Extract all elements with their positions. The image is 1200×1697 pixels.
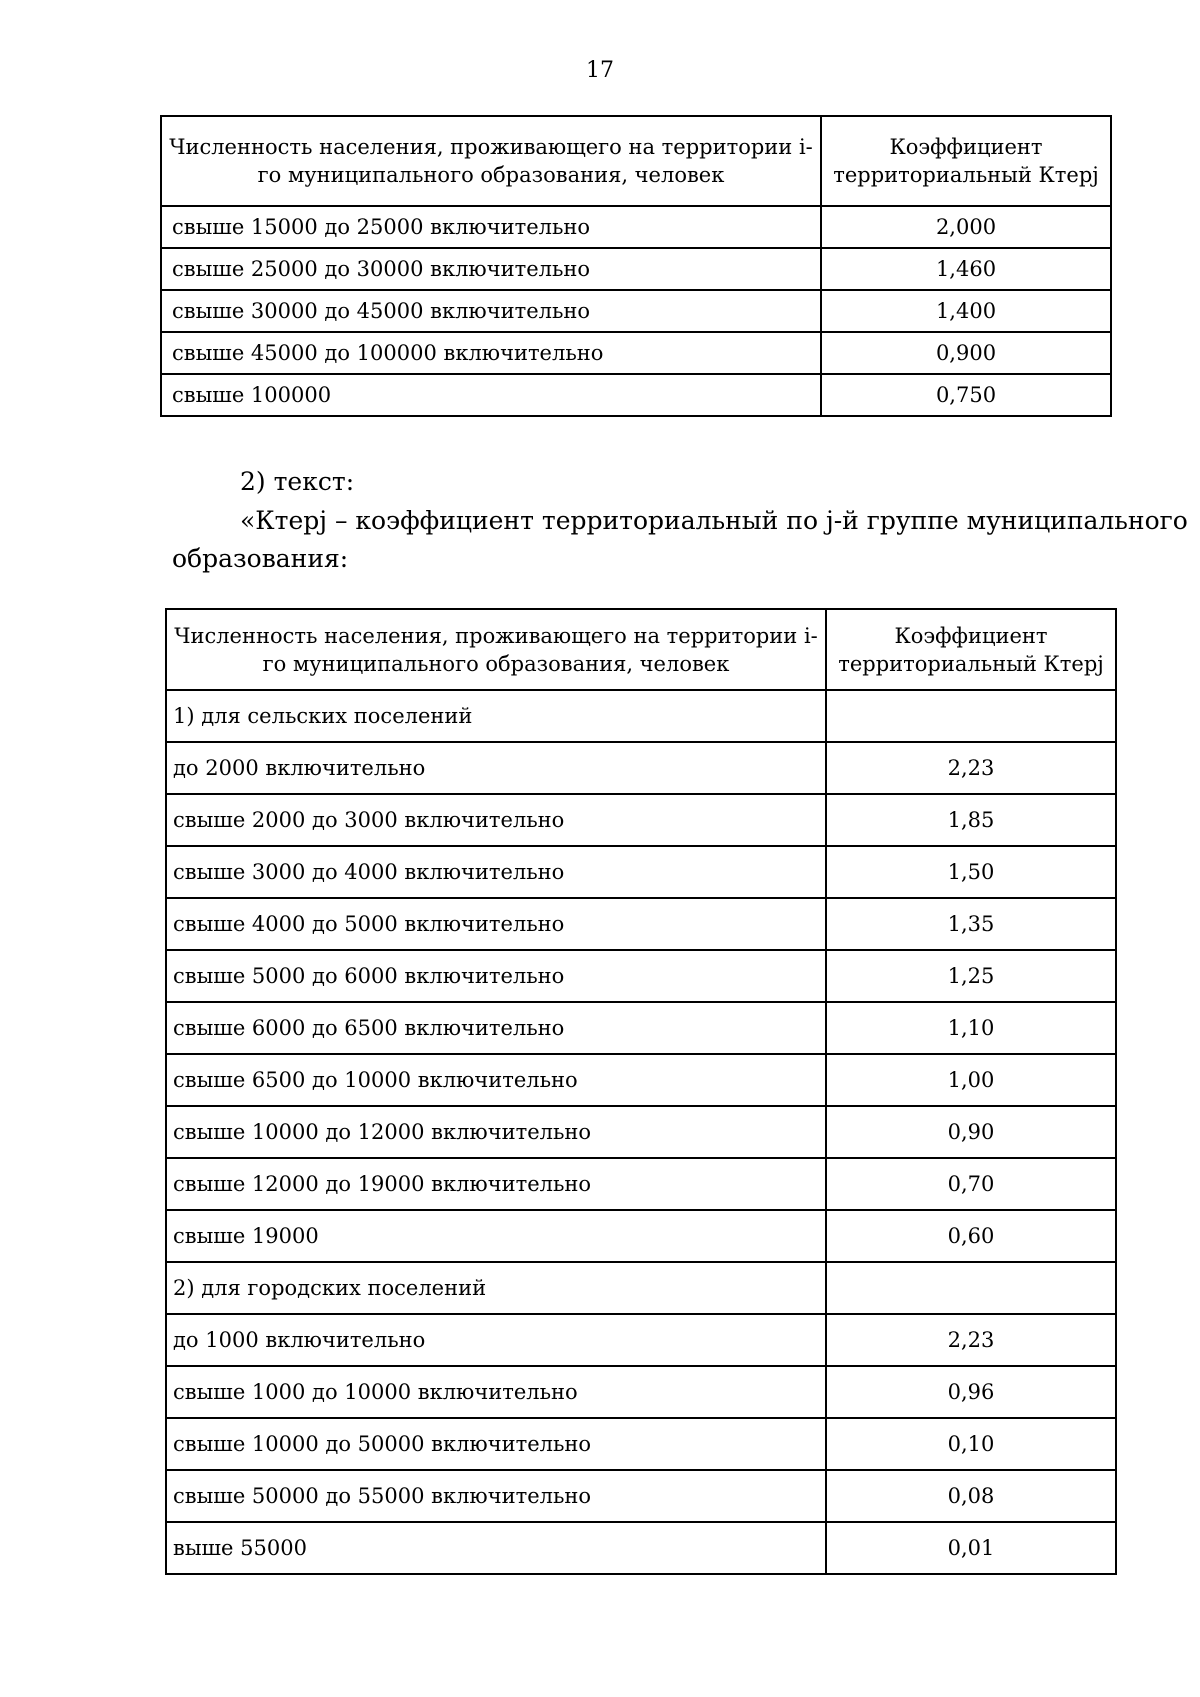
row-label: свыше 1000 до 10000 включительно xyxy=(166,1366,826,1418)
table-header-row xyxy=(166,609,1116,690)
item-text: 2) текст: xyxy=(240,467,355,496)
row-label: свыше 2000 до 3000 включительно xyxy=(166,794,826,846)
table-row xyxy=(166,1314,1116,1366)
row-label: свыше 10000 до 50000 включительно xyxy=(166,1418,826,1470)
table-row xyxy=(166,898,1116,950)
row-label: свыше 15000 до 25000 включительно xyxy=(161,206,821,248)
row-label: до 2000 включительно xyxy=(166,742,826,794)
table-row xyxy=(161,248,1111,290)
table-header-row xyxy=(161,116,1111,206)
table-row xyxy=(166,846,1116,898)
row-value xyxy=(826,690,1116,742)
coefficient-table-2 xyxy=(165,608,1117,1575)
row-value: 0,96 xyxy=(826,1366,1116,1418)
table-row xyxy=(166,1366,1116,1418)
quote-line-1: «Ктерj – коэффициент территориальный по j-й группе муниципального xyxy=(240,506,1188,535)
table-row xyxy=(166,794,1116,846)
row-label: свыше 4000 до 5000 включительно xyxy=(166,898,826,950)
row-value: 1,10 xyxy=(826,1002,1116,1054)
row-label: выше 55000 xyxy=(166,1522,826,1574)
table-row xyxy=(166,1262,1116,1314)
row-label: свыше 10000 до 12000 включительно xyxy=(166,1106,826,1158)
row-value: 2,000 xyxy=(821,206,1111,248)
row-value: 0,08 xyxy=(826,1470,1116,1522)
table-row xyxy=(166,1106,1116,1158)
table-row xyxy=(166,742,1116,794)
paragraph-item xyxy=(0,465,1200,499)
row-value: 1,460 xyxy=(821,248,1111,290)
row-value: 1,85 xyxy=(826,794,1116,846)
row-value: 0,60 xyxy=(826,1210,1116,1262)
table-row xyxy=(166,690,1116,742)
row-value: 2,23 xyxy=(826,742,1116,794)
row-value: 0,01 xyxy=(826,1522,1116,1574)
page-number: 17 xyxy=(586,58,614,83)
row-label: свыше 6500 до 10000 включительно xyxy=(166,1054,826,1106)
row-value: 2,23 xyxy=(826,1314,1116,1366)
row-value: 0,900 xyxy=(821,332,1111,374)
row-value: 0,750 xyxy=(821,374,1111,416)
row-label: 2) для городских поселений xyxy=(166,1262,826,1314)
row-value: 1,400 xyxy=(821,290,1111,332)
row-value: 1,35 xyxy=(826,898,1116,950)
row-value: 1,25 xyxy=(826,950,1116,1002)
header-population: Численность населения, проживающего на территории i-го муниципального образования, человек xyxy=(166,609,826,690)
row-label: свыше 30000 до 45000 включительно xyxy=(161,290,821,332)
row-value: 1,00 xyxy=(826,1054,1116,1106)
header-coefficient: Коэффициент территориальный Ктерj xyxy=(826,609,1116,690)
table-row xyxy=(161,374,1111,416)
coefficient-table-1 xyxy=(160,115,1112,417)
table-row xyxy=(166,1210,1116,1262)
table-row xyxy=(161,290,1111,332)
row-label: свыше 45000 до 100000 включительно xyxy=(161,332,821,374)
table-row xyxy=(166,1522,1116,1574)
row-label: свыше 25000 до 30000 включительно xyxy=(161,248,821,290)
row-label: 1) для сельских поселений xyxy=(166,690,826,742)
row-value: 0,10 xyxy=(826,1418,1116,1470)
row-label: до 1000 включительно xyxy=(166,1314,826,1366)
row-value xyxy=(826,1262,1116,1314)
row-label: свыше 5000 до 6000 включительно xyxy=(166,950,826,1002)
row-label: свыше 6000 до 6500 включительно xyxy=(166,1002,826,1054)
row-value: 1,50 xyxy=(826,846,1116,898)
row-label: свыше 50000 до 55000 включительно xyxy=(166,1470,826,1522)
table-row xyxy=(166,1054,1116,1106)
table-row xyxy=(161,206,1111,248)
table-row xyxy=(166,1002,1116,1054)
table-row xyxy=(166,1418,1116,1470)
quote-line-2: образования: xyxy=(172,544,349,573)
row-label: свыше 3000 до 4000 включительно xyxy=(166,846,826,898)
row-value: 0,70 xyxy=(826,1158,1116,1210)
table-row xyxy=(166,950,1116,1002)
header-coefficient: Коэффициент территориальный Ктерj xyxy=(821,116,1111,206)
row-label: свыше 12000 до 19000 включительно xyxy=(166,1158,826,1210)
row-label: свыше 100000 xyxy=(161,374,821,416)
header-population: Численность населения, проживающего на территории i-го муниципального образования, человек xyxy=(161,116,821,206)
row-label: свыше 19000 xyxy=(166,1210,826,1262)
row-value: 0,90 xyxy=(826,1106,1116,1158)
table-row xyxy=(166,1470,1116,1522)
table-row xyxy=(166,1158,1116,1210)
table-row xyxy=(161,332,1111,374)
